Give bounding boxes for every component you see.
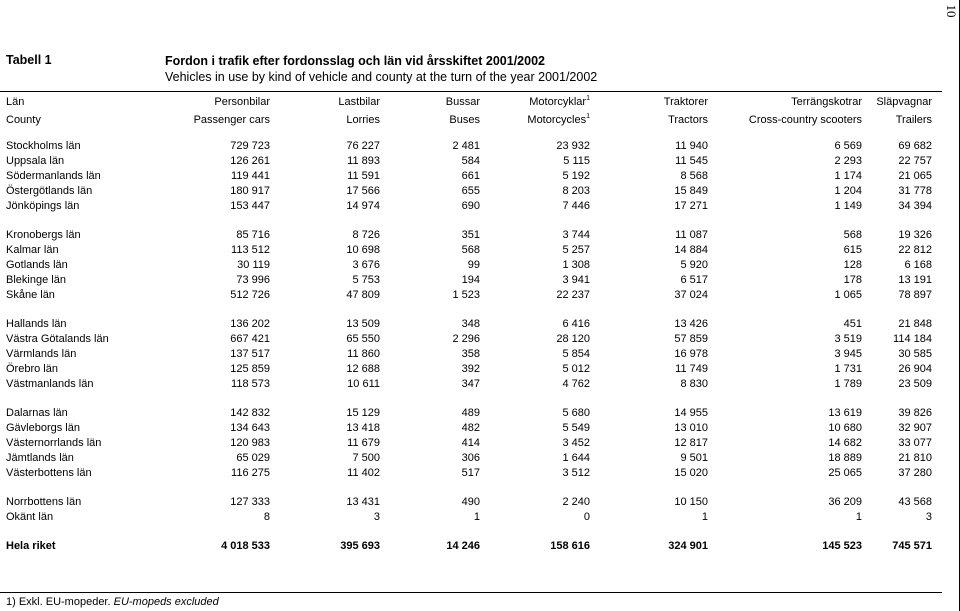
column-header-text: Släpvagnar [876, 96, 932, 108]
column-header-sv [380, 96, 480, 109]
vehicle-count: 1 174 [834, 170, 862, 182]
county-name: Jönköpings län [6, 200, 80, 212]
vehicle-count: 4 762 [562, 378, 590, 390]
table-row [0, 154, 932, 169]
vehicle-count: 127 333 [230, 496, 270, 508]
vehicle-count: 15 849 [674, 185, 708, 197]
table-row [0, 362, 932, 377]
table-label: Tabell 1 [6, 53, 52, 67]
vehicle-count: 482 [461, 422, 480, 434]
table-row [0, 436, 932, 451]
vehicle-count: 21 810 [898, 452, 932, 464]
vehicle-count: 5 753 [352, 274, 380, 286]
county-name: Örebro län [6, 363, 58, 375]
vehicle-count: 3 452 [562, 437, 590, 449]
vehicle-count: 65 029 [236, 452, 270, 464]
vehicle-count: 14 682 [828, 437, 862, 449]
vehicle-count: 5 920 [680, 259, 708, 271]
column-header-text: Bussar [445, 96, 480, 108]
county-name: Kronobergs län [6, 229, 81, 241]
total-count: 158 616 [550, 540, 590, 552]
column-header-en [480, 109, 590, 131]
vehicle-count: 11 402 [347, 467, 380, 479]
vehicle-count: 1 644 [562, 452, 590, 464]
vehicle-count: 12 817 [674, 437, 708, 449]
table-row [0, 273, 932, 288]
column-header-en [590, 109, 708, 131]
spacer-cell [0, 131, 932, 139]
vehicle-count: 142 832 [230, 407, 270, 419]
table-row [0, 228, 932, 243]
vehicle-count: 10 680 [828, 422, 862, 434]
vehicle-count: 34 394 [898, 200, 932, 212]
column-header-text: Trailers [895, 114, 932, 126]
vehicle-count: 14 955 [674, 407, 708, 419]
footnote-marker: 1) [6, 596, 16, 608]
spacer-cell [0, 303, 932, 317]
column-header-en [270, 109, 380, 131]
county-name: Dalarnas län [6, 407, 68, 419]
vehicle-count: 28 120 [556, 333, 590, 345]
column-header-text: Tractors [668, 114, 708, 126]
table-row [0, 510, 932, 525]
total-row [0, 539, 932, 554]
vehicle-count: 99 [467, 259, 480, 271]
vehicle-count: 78 897 [898, 289, 932, 301]
county-name: Stockholms län [6, 140, 81, 152]
vehicle-count: 125 859 [230, 363, 270, 375]
vehicle-count: 22 237 [556, 289, 590, 301]
spacer-row [0, 131, 932, 139]
table-row [0, 184, 932, 199]
vehicle-count: 729 723 [230, 140, 270, 152]
vehicle-count: 351 [461, 229, 480, 241]
vehicle-count: 19 326 [898, 229, 932, 241]
column-header-en [120, 109, 270, 131]
column-header-text: Lastbilar [338, 96, 380, 108]
vehicle-count: 5 680 [562, 407, 590, 419]
vehicle-count: 1 065 [834, 289, 862, 301]
vehicle-count: 306 [461, 452, 480, 464]
vehicle-count: 1 [855, 511, 862, 523]
column-header-text: Cross-country scooters [748, 114, 862, 126]
vehicle-count: 5 854 [562, 348, 590, 360]
vehicle-count: 11 860 [347, 348, 380, 360]
vehicle-count: 13 619 [828, 407, 862, 419]
vehicle-count: 568 [461, 244, 480, 256]
vehicle-count: 11 591 [347, 170, 380, 182]
total-count: 145 523 [822, 540, 862, 552]
vehicle-count: 6 168 [904, 259, 932, 271]
county-name: Blekinge län [6, 274, 66, 286]
vehicle-count: 1 523 [452, 289, 480, 301]
table-row [0, 199, 932, 214]
vehicle-count: 655 [461, 185, 480, 197]
vehicle-count: 568 [843, 229, 862, 241]
vehicle-count: 13 418 [346, 422, 380, 434]
vehicle-count: 358 [461, 348, 480, 360]
footnote-text-swedish: Exkl. EU-mopeder. [18, 596, 111, 608]
vehicle-count: 3 945 [834, 348, 862, 360]
vehicle-count: 347 [461, 378, 480, 390]
vehicle-count: 661 [461, 170, 480, 182]
vehicle-count: 114 184 [893, 333, 932, 345]
column-header-text: Motorcycles [527, 114, 587, 126]
county-name: Västernorrlands län [6, 437, 102, 449]
county-name: Västerbottens län [6, 467, 92, 479]
column-header-text: Lorries [346, 114, 380, 126]
vehicle-count: 414 [461, 437, 480, 449]
spacer-row [0, 303, 932, 317]
vehicle-count: 85 716 [236, 229, 270, 241]
column-header-text: Traktorer [663, 96, 708, 108]
vehicle-count: 3 512 [562, 467, 590, 479]
vehicle-statistics-table [0, 96, 932, 554]
vehicle-count: 65 550 [346, 333, 380, 345]
total-count: 324 901 [668, 540, 708, 552]
vehicle-count: 8 568 [680, 170, 708, 182]
table-row [0, 495, 932, 510]
column-header-sv [480, 96, 590, 109]
total-count: 395 693 [340, 540, 380, 552]
vehicle-count: 512 726 [230, 289, 270, 301]
column-header-text: Buses [449, 114, 480, 126]
vehicle-count: 1 789 [834, 378, 862, 390]
vehicle-count: 3 [925, 511, 932, 523]
county-name: Gävleborgs län [6, 422, 80, 434]
vehicle-count: 37 024 [674, 289, 708, 301]
spacer-row [0, 214, 932, 228]
spacer-cell [0, 392, 932, 406]
footnote-text-english: EU-mopeds excluded [113, 596, 219, 608]
column-header-en [708, 109, 862, 131]
vehicle-count: 1 731 [834, 363, 862, 375]
vehicle-count: 2 481 [452, 140, 480, 152]
table-row [0, 243, 932, 258]
column-header-en [0, 109, 120, 131]
vehicle-count: 14 884 [674, 244, 708, 256]
table-row [0, 421, 932, 436]
vehicle-count: 690 [461, 200, 480, 212]
title-swedish: Fordon i trafik efter fordonsslag och län vid årsskiftet 2001/2002 [165, 54, 545, 68]
vehicle-count: 6 416 [562, 318, 590, 330]
vehicle-count: 5 192 [562, 170, 590, 182]
vehicle-count: 69 682 [898, 140, 932, 152]
column-header-text: County [6, 114, 41, 126]
column-header-sv [120, 96, 270, 109]
vehicle-count: 451 [843, 318, 862, 330]
county-name: Hallands län [6, 318, 67, 330]
vehicle-count: 13 426 [674, 318, 708, 330]
column-header-en [862, 109, 932, 131]
footnote [6, 596, 219, 608]
column-header-text: Passenger cars [193, 114, 270, 126]
vehicle-count: 26 904 [898, 363, 932, 375]
county-name: Södermanlands län [6, 170, 101, 182]
vehicle-count: 119 441 [231, 170, 270, 182]
column-header-sv [708, 96, 862, 109]
column-header-sv [862, 96, 932, 109]
vehicle-count: 8 830 [680, 378, 708, 390]
table-title [165, 53, 597, 85]
column-header-sv [0, 96, 120, 109]
vehicle-count: 118 573 [231, 378, 270, 390]
vehicle-count: 10 698 [346, 244, 380, 256]
vehicle-count: 1 [473, 511, 480, 523]
vehicle-count: 113 512 [231, 244, 270, 256]
column-header-text: Terrängskotrar [791, 96, 862, 108]
vehicle-count: 120 983 [230, 437, 270, 449]
table-row [0, 139, 932, 154]
county-name: Uppsala län [6, 155, 65, 167]
vehicle-count: 615 [843, 244, 862, 256]
vehicle-count: 8 203 [562, 185, 590, 197]
vehicle-count: 5 257 [562, 244, 590, 256]
total-count: 14 246 [446, 540, 480, 552]
vehicle-count: 10 611 [347, 378, 380, 390]
spacer-row [0, 481, 932, 495]
vehicle-count: 348 [461, 318, 480, 330]
vehicle-count: 7 500 [352, 452, 380, 464]
vehicle-count: 0 [583, 511, 590, 523]
table-row [0, 466, 932, 481]
vehicle-count: 13 191 [898, 274, 932, 286]
vehicle-count: 32 907 [898, 422, 932, 434]
vehicle-count: 11 940 [675, 140, 708, 152]
vehicle-count: 37 280 [898, 467, 932, 479]
county-name: Kalmar län [6, 244, 59, 256]
column-header-sv [270, 96, 380, 109]
footnote-reference: 1 [586, 95, 590, 102]
vehicle-count: 1 149 [834, 200, 862, 212]
vehicle-count: 11 087 [675, 229, 708, 241]
vehicle-count: 15 020 [674, 467, 708, 479]
vehicle-count: 180 917 [230, 185, 270, 197]
vehicle-count: 11 679 [347, 437, 380, 449]
vehicle-count: 43 568 [898, 496, 932, 508]
vehicle-count: 11 893 [347, 155, 380, 167]
vehicle-count: 2 296 [452, 333, 480, 345]
vehicle-count: 667 421 [230, 333, 270, 345]
table-row [0, 347, 932, 362]
vehicle-count: 17 271 [674, 200, 708, 212]
vehicle-count: 13 509 [346, 318, 380, 330]
county-name: Skåne län [6, 289, 55, 301]
vehicle-count: 3 519 [834, 333, 862, 345]
footnote-reference: 1 [586, 113, 590, 120]
vehicle-count: 128 [843, 259, 862, 271]
vehicle-count: 136 202 [230, 318, 270, 330]
vehicle-count: 3 [373, 511, 380, 523]
vehicle-count: 12 688 [346, 363, 380, 375]
spacer-row [0, 392, 932, 406]
vehicle-count: 33 077 [898, 437, 932, 449]
total-count: 4 018 533 [221, 540, 270, 552]
table-row [0, 406, 932, 421]
vehicle-count: 25 065 [828, 467, 862, 479]
vehicle-count: 36 209 [828, 496, 862, 508]
vehicle-count: 137 517 [230, 348, 270, 360]
county-name: Norrbottens län [6, 496, 82, 508]
vehicle-count: 10 150 [674, 496, 708, 508]
vehicle-count: 6 517 [680, 274, 708, 286]
vehicle-count: 31 778 [898, 185, 932, 197]
header-row-english [0, 109, 932, 131]
vehicle-count: 6 569 [834, 140, 862, 152]
table-row [0, 332, 932, 347]
vehicle-count: 5 012 [562, 363, 590, 375]
vehicle-count: 14 974 [346, 200, 380, 212]
total-label: Hela riket [6, 540, 56, 552]
vehicle-count: 76 227 [346, 140, 380, 152]
vehicle-count: 1 308 [562, 259, 590, 271]
spacer-cell [0, 481, 932, 495]
column-header-text: Motorcyklar [529, 96, 587, 108]
vehicle-count: 5 549 [562, 422, 590, 434]
vehicle-count: 7 446 [562, 200, 590, 212]
vehicle-count: 11 545 [675, 155, 708, 167]
vehicle-count: 13 431 [346, 496, 380, 508]
county-name: Gotlands län [6, 259, 68, 271]
column-header-text: Personbilar [214, 96, 270, 108]
vehicle-count: 2 240 [562, 496, 590, 508]
page-number: 10 [944, 4, 959, 18]
vehicle-count: 9 501 [680, 452, 708, 464]
vehicle-count: 490 [461, 496, 480, 508]
vehicle-count: 15 129 [346, 407, 380, 419]
column-header-sv [590, 96, 708, 109]
vehicle-count: 194 [461, 274, 480, 286]
vehicle-count: 489 [461, 407, 480, 419]
spacer-cell [0, 525, 932, 539]
vehicle-count: 1 204 [834, 185, 862, 197]
vehicle-count: 3 676 [352, 259, 380, 271]
county-name: Västra Götalands län [6, 333, 109, 345]
vehicle-count: 3 744 [562, 229, 590, 241]
vehicle-count: 13 010 [674, 422, 708, 434]
table-row [0, 288, 932, 303]
vehicle-count: 73 996 [236, 274, 270, 286]
vehicle-count: 153 447 [230, 200, 270, 212]
vehicle-count: 57 859 [674, 333, 708, 345]
vehicle-count: 2 293 [834, 155, 862, 167]
vehicle-count: 116 275 [231, 467, 270, 479]
vehicle-count: 178 [843, 274, 862, 286]
vehicle-count: 22 812 [898, 244, 932, 256]
vehicle-count: 1 [701, 511, 708, 523]
spacer-row [0, 525, 932, 539]
vehicle-count: 8 726 [352, 229, 380, 241]
county-name: Okänt län [6, 511, 54, 523]
vehicle-count: 134 643 [230, 422, 270, 434]
column-header-text: Län [6, 96, 25, 108]
table-row [0, 451, 932, 466]
vehicle-count: 16 978 [674, 348, 708, 360]
county-name: Östergötlands län [6, 185, 93, 197]
total-count: 745 571 [892, 540, 932, 552]
vehicle-count: 39 826 [898, 407, 932, 419]
vehicle-count: 126 261 [230, 155, 270, 167]
table-row [0, 317, 932, 332]
vehicle-count: 21 065 [898, 170, 932, 182]
vehicle-count: 30 119 [237, 259, 270, 271]
table-row [0, 169, 932, 184]
vehicle-count: 47 809 [346, 289, 380, 301]
vehicle-count: 23 932 [556, 140, 590, 152]
vehicle-count: 17 566 [346, 185, 380, 197]
vehicle-count: 11 749 [675, 363, 708, 375]
vehicle-count: 21 848 [898, 318, 932, 330]
county-name: Jämtlands län [6, 452, 74, 464]
title-english: Vehicles in use by kind of vehicle and county at the turn of the year 2001/2002 [165, 70, 598, 84]
vehicle-count: 392 [461, 363, 480, 375]
header-row-swedish [0, 96, 932, 109]
county-name: Västmanlands län [6, 378, 94, 390]
vehicle-count: 584 [461, 155, 480, 167]
county-name: Värmlands län [6, 348, 77, 360]
spacer-cell [0, 214, 932, 228]
top-rule [0, 91, 942, 92]
bottom-rule [0, 592, 942, 593]
table-body [0, 96, 932, 554]
vehicle-count: 5 115 [563, 155, 590, 167]
table-row [0, 258, 932, 273]
vehicle-count: 18 889 [828, 452, 862, 464]
vehicle-count: 517 [461, 467, 480, 479]
vehicle-count: 22 757 [898, 155, 932, 167]
vehicle-count: 30 585 [898, 348, 932, 360]
column-header-en [380, 109, 480, 131]
vehicle-count: 8 [263, 511, 270, 523]
vehicle-count: 23 509 [898, 378, 932, 390]
vehicle-count: 3 941 [562, 274, 590, 286]
table-row [0, 377, 932, 392]
